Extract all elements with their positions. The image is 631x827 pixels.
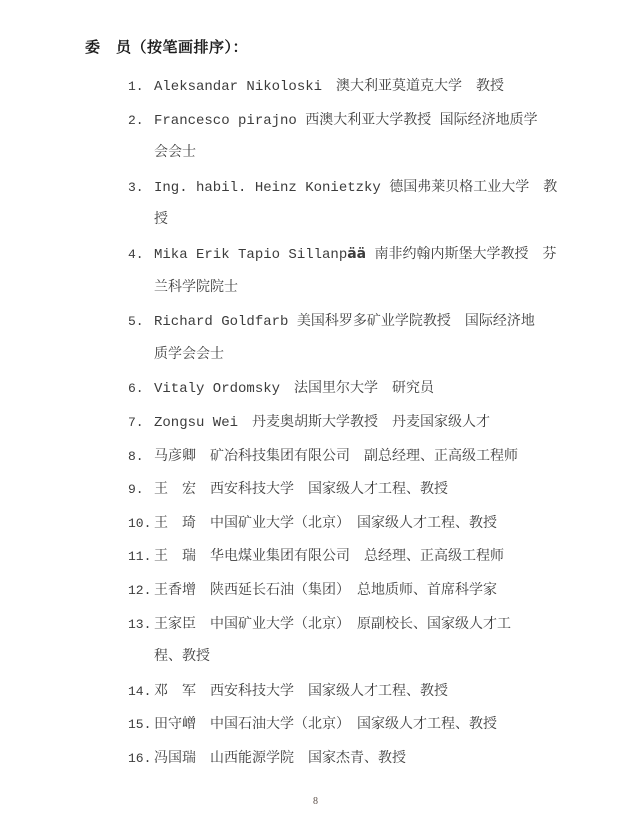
list-item (128, 540, 557, 574)
list-item (128, 406, 557, 440)
item-text: 田守嶒 中国石油大学（北京） 国家级人才工程、教授 (154, 717, 497, 734)
list-item (128, 440, 557, 474)
item-number: 2. (128, 112, 144, 128)
item-text: 质学会会士 (154, 346, 224, 363)
list-item (128, 574, 557, 608)
list-item (128, 238, 557, 272)
item-text: Aleksandar Nikoloski 澳大利亚莫道克大学 教授 (154, 79, 505, 95)
item-number: 4. (128, 246, 144, 262)
list-item-continuation (128, 641, 557, 675)
item-number: 6. (128, 381, 144, 397)
committee-member-list (128, 70, 557, 775)
item-text: 冯国瑞 山西能源学院 国家杰青、教授 (154, 750, 406, 767)
list-item (128, 473, 557, 507)
item-text: 马彦卿 矿冶科技集团有限公司 副总经理、正高级工程师 (154, 448, 518, 465)
item-text: Francesco pirajno 西澳大利亚大学教授 国际经济地质学 (154, 112, 538, 129)
item-text: Richard Goldfarb 美国科罗多矿业学院教授 国际经济地 (154, 314, 535, 331)
page-title: 委 员（按笔画排序）： (85, 39, 249, 56)
item-text: 王 琦 中国矿业大学（北京） 国家级人才工程、教授 (154, 515, 497, 532)
member-name-umlaut: ää (347, 245, 367, 262)
item-text: 兰科学院院士 (154, 279, 238, 296)
list-item (128, 742, 557, 776)
list-item-continuation (128, 339, 557, 373)
list-item (128, 171, 557, 205)
item-number: 3. (128, 179, 144, 195)
item-text: Vitaly Ordomsky 法国里尔大学 研究员 (154, 381, 435, 398)
list-item (128, 608, 557, 642)
item-number: 15. (128, 717, 152, 733)
list-item (128, 507, 557, 541)
list-item-continuation (128, 272, 557, 306)
item-number: 11. (128, 549, 152, 565)
list-item (128, 708, 557, 742)
member-name-latin: Mika Erik Tapio Sillanp (154, 246, 348, 263)
item-text: 王 宏 西安科技大学 国家级人才工程、教授 (154, 482, 448, 499)
item-text: 会会士 (154, 145, 196, 162)
list-item (128, 305, 557, 339)
list-item-continuation (128, 137, 557, 171)
item-text: 王 瑞 华电煤业集团有限公司 总经理、正高级工程师 (154, 549, 504, 566)
item-text: 授 (154, 212, 168, 229)
item-text (154, 247, 557, 263)
item-text: 程、教授 (154, 649, 210, 666)
item-text: 王家臣 中国矿业大学（北京） 原副校长、国家级人才工 (154, 616, 511, 633)
list-item (128, 675, 557, 709)
item-number: 1. (128, 79, 144, 94)
item-number: 13. (128, 616, 152, 632)
page-number: 8 (313, 796, 318, 807)
item-number: 12. (128, 582, 152, 598)
item-number: 16. (128, 750, 152, 766)
item-number: 5. (128, 314, 144, 330)
item-text: Ing. habil. Heinz Konietzky 德国弗莱贝格工业大学 教 (154, 179, 558, 196)
item-number: 9. (128, 482, 144, 498)
item-number: 7. (128, 414, 144, 430)
list-item (128, 372, 557, 406)
member-affiliation: 南非约翰内斯堡大学教授 芬 (366, 246, 557, 263)
item-text: 王香增 陕西延长石油（集团） 总地质师、首席科学家 (154, 582, 497, 599)
item-text: 邓 军 西安科技大学 国家级人才工程、教授 (154, 683, 448, 700)
list-item (128, 70, 557, 104)
item-number: 8. (128, 448, 144, 464)
item-number: 14. (128, 683, 152, 699)
item-number: 10. (128, 515, 152, 531)
list-item-continuation (128, 204, 557, 238)
item-text: Zongsu Wei 丹麦奥胡斯大学教授 丹麦国家级人才 (154, 414, 491, 431)
list-item (128, 104, 557, 138)
